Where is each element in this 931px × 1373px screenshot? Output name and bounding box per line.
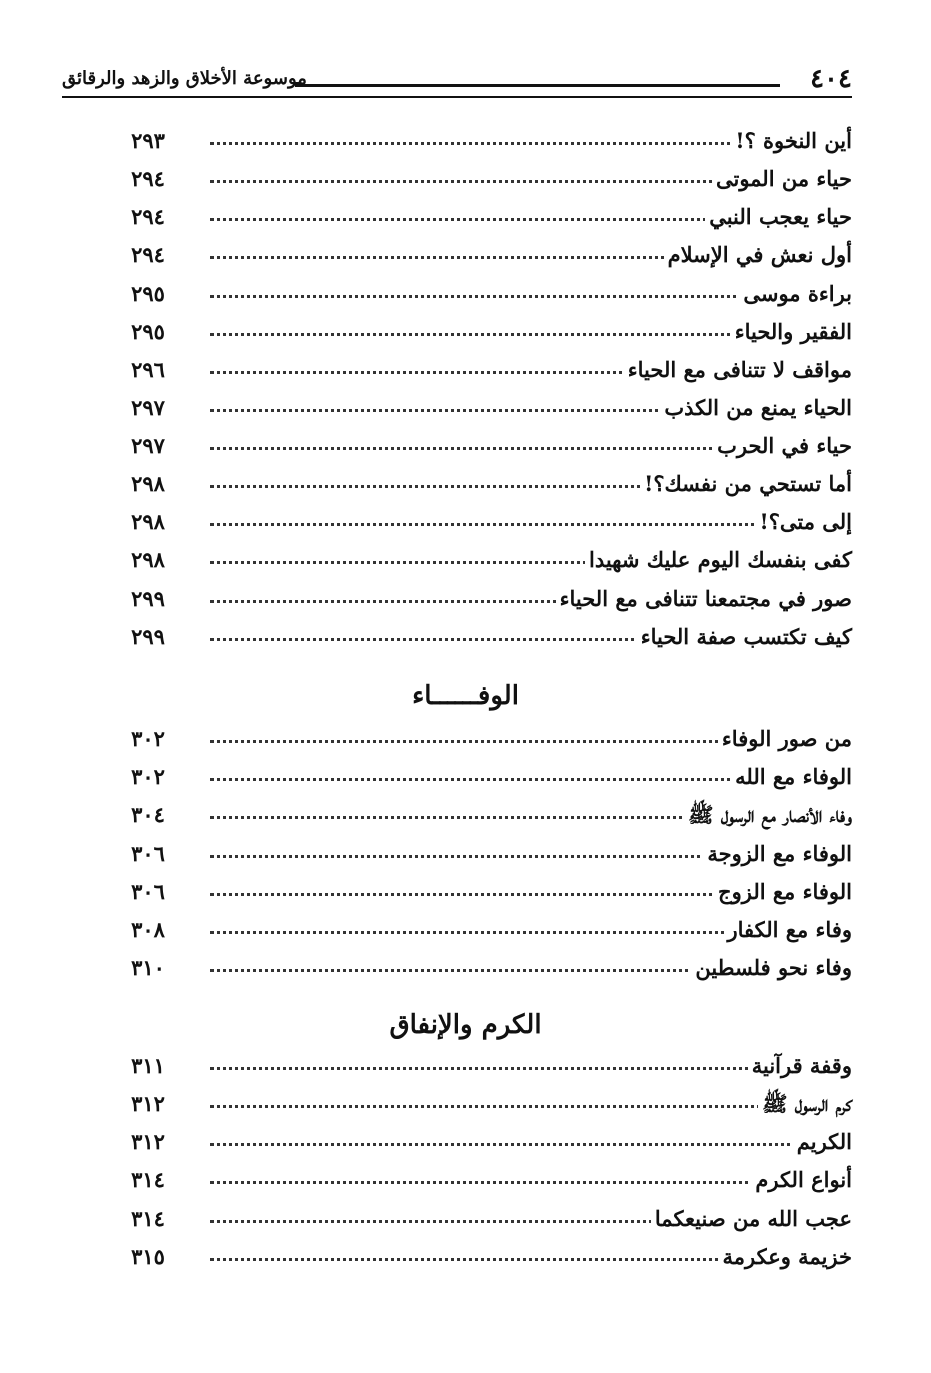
- toc-entry-page: ٣٠٦: [131, 879, 165, 904]
- toc-entry: [120, 879, 852, 913]
- toc-entry: [120, 357, 852, 391]
- toc-entry: [120, 281, 852, 315]
- toc-entry: [120, 841, 852, 875]
- leader-dots: [210, 1143, 852, 1146]
- toc-entry: [120, 1091, 852, 1125]
- toc-entry-title: مواقف لا تتنافى مع الحياء: [624, 357, 852, 382]
- toc-entry: [120, 1129, 852, 1163]
- toc-entry-page: ٣١٤: [131, 1206, 165, 1231]
- section-heading-karam: الكرم والإنفاق: [389, 1010, 542, 1040]
- toc-entry-title: حياء يعجب النبي: [705, 204, 852, 229]
- toc-entry-page: ٢٩٥: [131, 281, 165, 306]
- toc-entry-title: أين النخوة ؟!: [731, 128, 852, 153]
- toc-entry-title: كفى بنفسك اليوم عليك شهيدا: [585, 547, 852, 572]
- toc-entry-page: ٢٩٥: [131, 319, 165, 344]
- toc-entry: [120, 764, 852, 798]
- toc-entry: [120, 1053, 852, 1087]
- page-number: ٤٠٤: [810, 64, 852, 94]
- toc-entry-page: ٣١٤: [131, 1167, 165, 1192]
- toc-entry: [120, 1244, 852, 1278]
- toc-entry-title: من صور الوفاء: [718, 726, 852, 751]
- toc-entry-title: وفاء مع الكفار: [724, 917, 853, 942]
- toc-entry: [120, 955, 852, 989]
- page-header: [62, 62, 852, 98]
- toc-entry-page: ٣٠٢: [131, 726, 165, 751]
- toc-entry-title: براءة موسى: [739, 281, 852, 306]
- toc-entry-title: أول نعش في الإسلام: [664, 242, 852, 267]
- section-heading-wafa: الوفــــــاء: [412, 681, 519, 711]
- toc-entry-page: ٢٩٨: [131, 547, 165, 572]
- toc-entry-title: الحياء يمنع من الكذب: [660, 395, 852, 420]
- toc-entry-title: كيف تكتسب صفة الحياء: [637, 624, 852, 649]
- toc-entry-title: حياء من الموتى: [712, 166, 852, 191]
- toc-entry-page: ٣١٠: [131, 955, 165, 980]
- toc-entry-page: ٣١٢: [131, 1091, 165, 1116]
- toc-entry: [120, 204, 852, 238]
- toc-entry-page: ٢٩٨: [131, 509, 165, 534]
- toc-entry: [120, 802, 852, 836]
- toc-entry-page: ٣١١: [131, 1053, 165, 1078]
- toc-entry-page: ٣١٥: [131, 1244, 165, 1269]
- toc-entry-title: صور في مجتمعنا تتنافى مع الحياء: [556, 586, 852, 611]
- toc-entry-page: ٢٩٤: [131, 204, 165, 229]
- toc-entry: [120, 726, 852, 760]
- toc-entry-title: وقفة قرآنية: [748, 1053, 852, 1078]
- toc-entry: [120, 128, 852, 162]
- leader-dots: [210, 1105, 852, 1108]
- toc-entry-title: الوفاء مع الزوجة: [703, 841, 852, 866]
- toc-entry: [120, 586, 852, 620]
- book-title: موسوعة الأخلاق والزهد والرقائق: [62, 68, 307, 89]
- toc-entry-title: الفقير والحياء: [731, 319, 852, 344]
- toc-entry-title: إلى متى؟!: [755, 509, 852, 534]
- toc-entry: [120, 1206, 852, 1240]
- toc-entry: [120, 242, 852, 276]
- toc-entry-title: وفاء الأنصار مع الرسول ﷺ: [684, 802, 852, 833]
- toc-entry-title: أما تستحي من نفسك؟!: [640, 471, 852, 496]
- toc-entry-title: حياء في الحرب: [713, 433, 852, 458]
- toc-entry-title: عجب الله من صنيعكما: [651, 1206, 852, 1231]
- toc-entry-page: ٣٠٦: [131, 841, 165, 866]
- toc-entry: [120, 319, 852, 353]
- toc-entry-page: ٣٠٢: [131, 764, 165, 789]
- header-rule: [295, 84, 780, 87]
- toc-entry-title: أنواع الكرم: [751, 1167, 852, 1192]
- toc-entry-page: ٢٩٦: [131, 357, 165, 382]
- toc-entry-title: الوفاء مع الزوج: [714, 879, 852, 904]
- toc-entry: [120, 624, 852, 658]
- toc-entry-page: ٣٠٤: [131, 802, 165, 827]
- toc-entry: [120, 547, 852, 581]
- toc-entry-page: ٣١٢: [131, 1129, 165, 1154]
- toc-entry-page: ٢٩٩: [131, 586, 165, 611]
- toc-entry-page: ٢٩٤: [131, 242, 165, 267]
- toc-entry: [120, 509, 852, 543]
- toc-entry-page: ٢٩٧: [131, 395, 165, 420]
- toc-entry: [120, 1167, 852, 1201]
- toc-entry: [120, 166, 852, 200]
- toc-entry-title: الكريم: [793, 1129, 852, 1154]
- toc-entry: [120, 917, 852, 951]
- toc-entry-page: ٢٩٧: [131, 433, 165, 458]
- toc-entry-page: ٢٩٤: [131, 166, 165, 191]
- toc-entry-page: ٣٠٨: [131, 917, 165, 942]
- toc-entry-title: وفاء نحو فلسطين: [691, 955, 852, 980]
- toc-entry-page: ٢٩٩: [131, 624, 165, 649]
- toc-entry: [120, 395, 852, 429]
- toc-entry-page: ٢٩٨: [131, 471, 165, 496]
- header-divider: [62, 96, 852, 98]
- toc-entry-title: الوفاء مع الله: [731, 764, 852, 789]
- toc-entry: [120, 471, 852, 505]
- toc-entry-title: خزيمة وعكرمة: [719, 1244, 853, 1269]
- toc-entry-title: كرم الرسول ﷺ: [758, 1091, 852, 1122]
- toc-entry-page: ٢٩٣: [131, 128, 165, 153]
- toc-entry: [120, 433, 852, 467]
